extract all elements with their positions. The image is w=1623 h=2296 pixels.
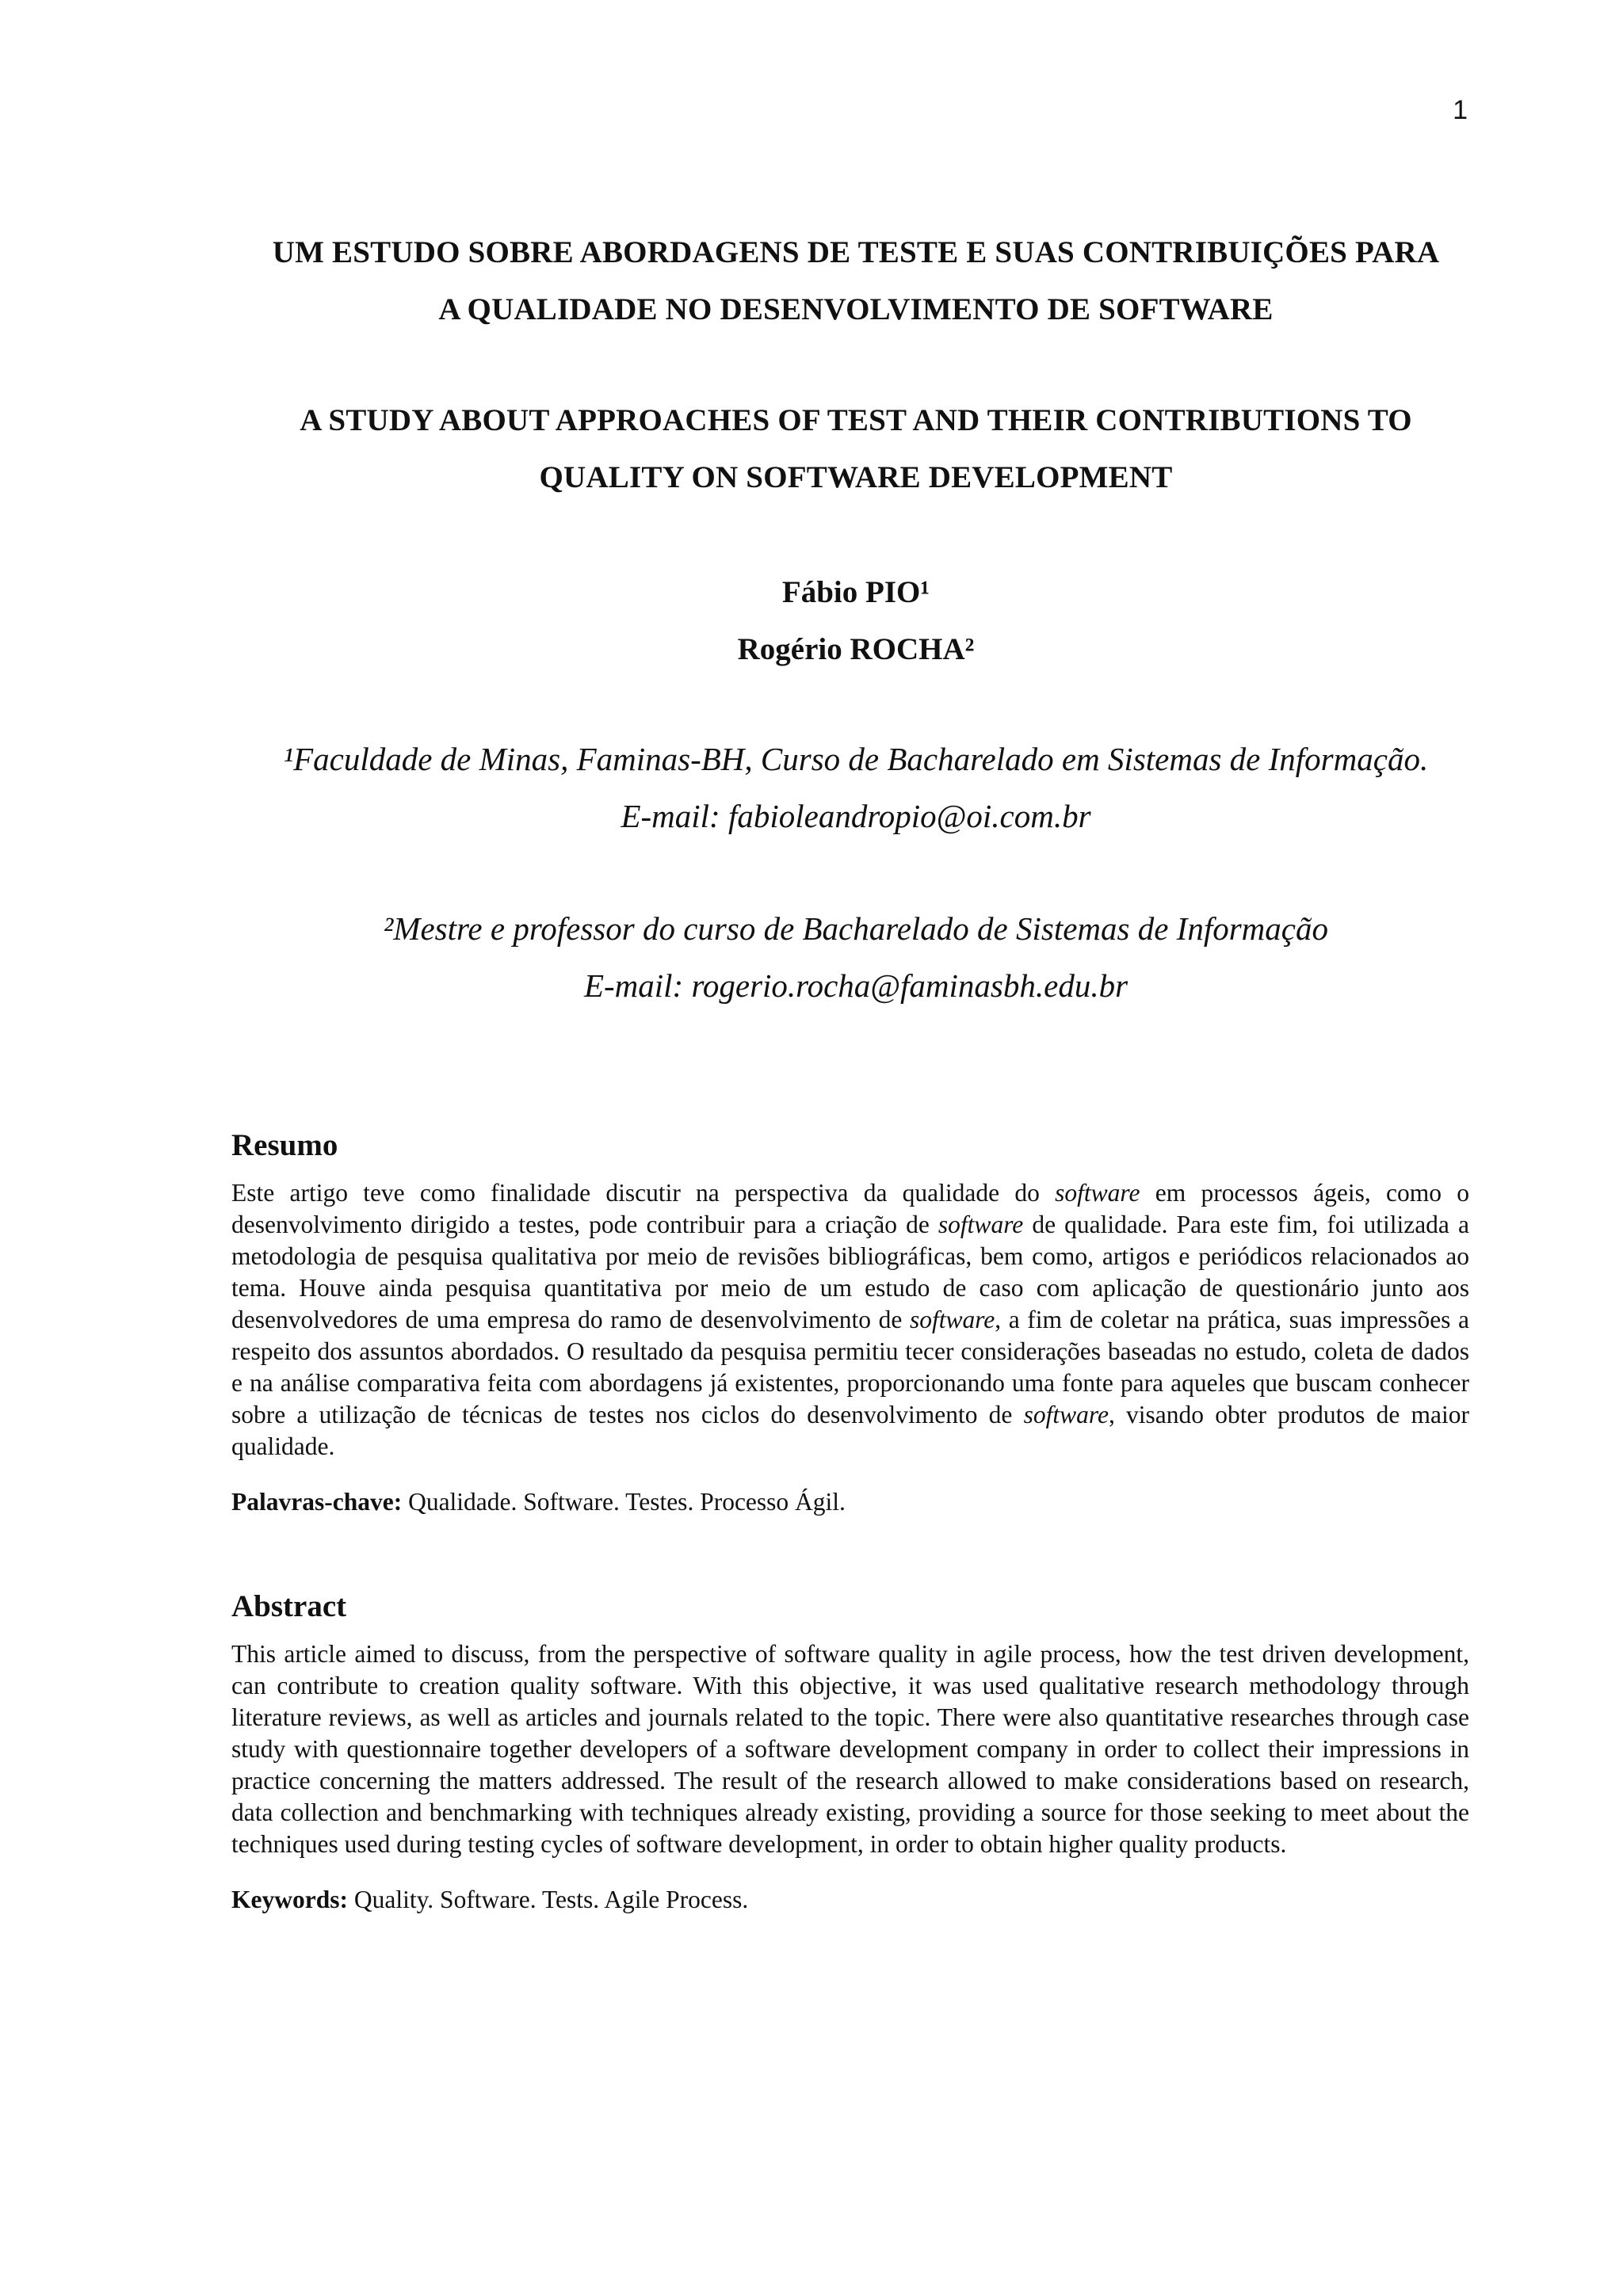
page-number: 1 — [1453, 95, 1468, 125]
affiliation-1-email: E-mail: fabioleandropio@oi.com.br — [621, 798, 1091, 834]
resumo-body — [231, 1177, 1469, 1463]
affiliation-1 — [174, 730, 1537, 845]
resumo-software-4: software — [1023, 1401, 1109, 1428]
resumo-section — [231, 1128, 1469, 1518]
title-pt-line-1: UM ESTUDO SOBRE ABORDAGENS DE TESTE E SUAS CONTRIBUIÇÕES PARA — [272, 235, 1440, 269]
abstract-heading: Abstract — [231, 1589, 347, 1623]
abstract-keywords-value: Quality. Software. Tests. Agile Process. — [347, 1886, 749, 1913]
resumo-text-2: em processos ágeis, como o desenvolvimento dirigido a testes, pode contribuir para a criação de — [231, 1179, 1469, 1238]
author-2: Rogério ROCHA² — [737, 632, 975, 666]
authors — [174, 564, 1537, 678]
title-en-line-1: A STUDY ABOUT APPROACHES OF TEST AND THEIR CONTRIBUTIONS TO — [300, 403, 1412, 437]
resumo-text-4: , a fim de coletar na prática, suas impressões a respeito dos assuntos abordados. O resultado da pesquisa permitiu tecer considerações baseadas no estudo, coleta de dados e na análise comparativa feita com abordagens já existentes, proporcionando uma fonte para aqueles que buscam conhecer sobre a utilização de técnicas de testes nos ciclos do desenvolvimento de — [231, 1306, 1469, 1428]
affiliation-1-institution: ¹Faculdade de Minas, Faminas-BH, Curso de Bacharelado em Sistemas de Informação. — [283, 741, 1429, 777]
resumo-keywords-label: Palavras-chave: — [231, 1488, 403, 1516]
resumo-software-2: software — [938, 1211, 1024, 1238]
title-pt-line-2: A QUALIDADE NO DESENVOLVIMENTO DE SOFTWARE — [438, 292, 1274, 326]
resumo-software-1: software — [1055, 1179, 1140, 1207]
title-english — [174, 392, 1537, 506]
resumo-software-3: software — [909, 1306, 995, 1333]
resumo-text-5: , visando obter produtos de maior qualidade. — [231, 1401, 1469, 1460]
abstract-keywords — [231, 1884, 1469, 1916]
abstract-section — [231, 1589, 1469, 1916]
resumo-text-3: de qualidade. Para este fim, foi utilizada a metodologia de pesquisa qualitativa por meio de revisões bibliográficas, bem como, artigos e periódicos relacionados ao tema. Houve ainda pesquisa quantitativa por meio de um estudo de caso com aplicação de questionário junto aos desenvolvedores de uma empresa do ramo de desenvolvimento de — [231, 1211, 1469, 1333]
affiliation-2 — [174, 900, 1537, 1014]
affiliation-2-email: E-mail: rogerio.rocha@faminasbh.edu.br — [583, 967, 1128, 1004]
resumo-text-1: Este artigo teve como finalidade discutir na perspectiva da qualidade do — [231, 1179, 1056, 1207]
abstract-body: This article aimed to discuss, from the perspective of software quality in agile process, how the test driven development, can contribute to creation quality software. With this objective, it was used qualitative research methodology through literature reviews, as well as articles and journals related to the topic. There were also quantitative researches through case study with questionnaire together developers of a software development company in order to collect their impressions in practice concerning the matters addressed. The result of the research allowed to make considerations based on research, data collection and benchmarking with techniques already existing, providing a source for those seeking to meet about the techniques used during testing cycles of software development, in order to obtain higher quality products. — [231, 1640, 1469, 1858]
resumo-heading: Resumo — [231, 1128, 338, 1162]
author-1: Fábio PIO¹ — [781, 575, 930, 609]
title-en-line-2: QUALITY ON SOFTWARE DEVELOPMENT — [539, 460, 1173, 494]
resumo-keywords — [231, 1486, 1469, 1518]
affiliation-2-institution: ²Mestre e professor do curso de Bacharelado de Sistemas de Informação — [384, 910, 1328, 947]
title-portuguese — [174, 224, 1537, 338]
resumo-keywords-value: Qualidade. Software. Testes. Processo Ágil. — [402, 1488, 846, 1516]
abstract-keywords-label: Keywords: — [231, 1886, 348, 1913]
